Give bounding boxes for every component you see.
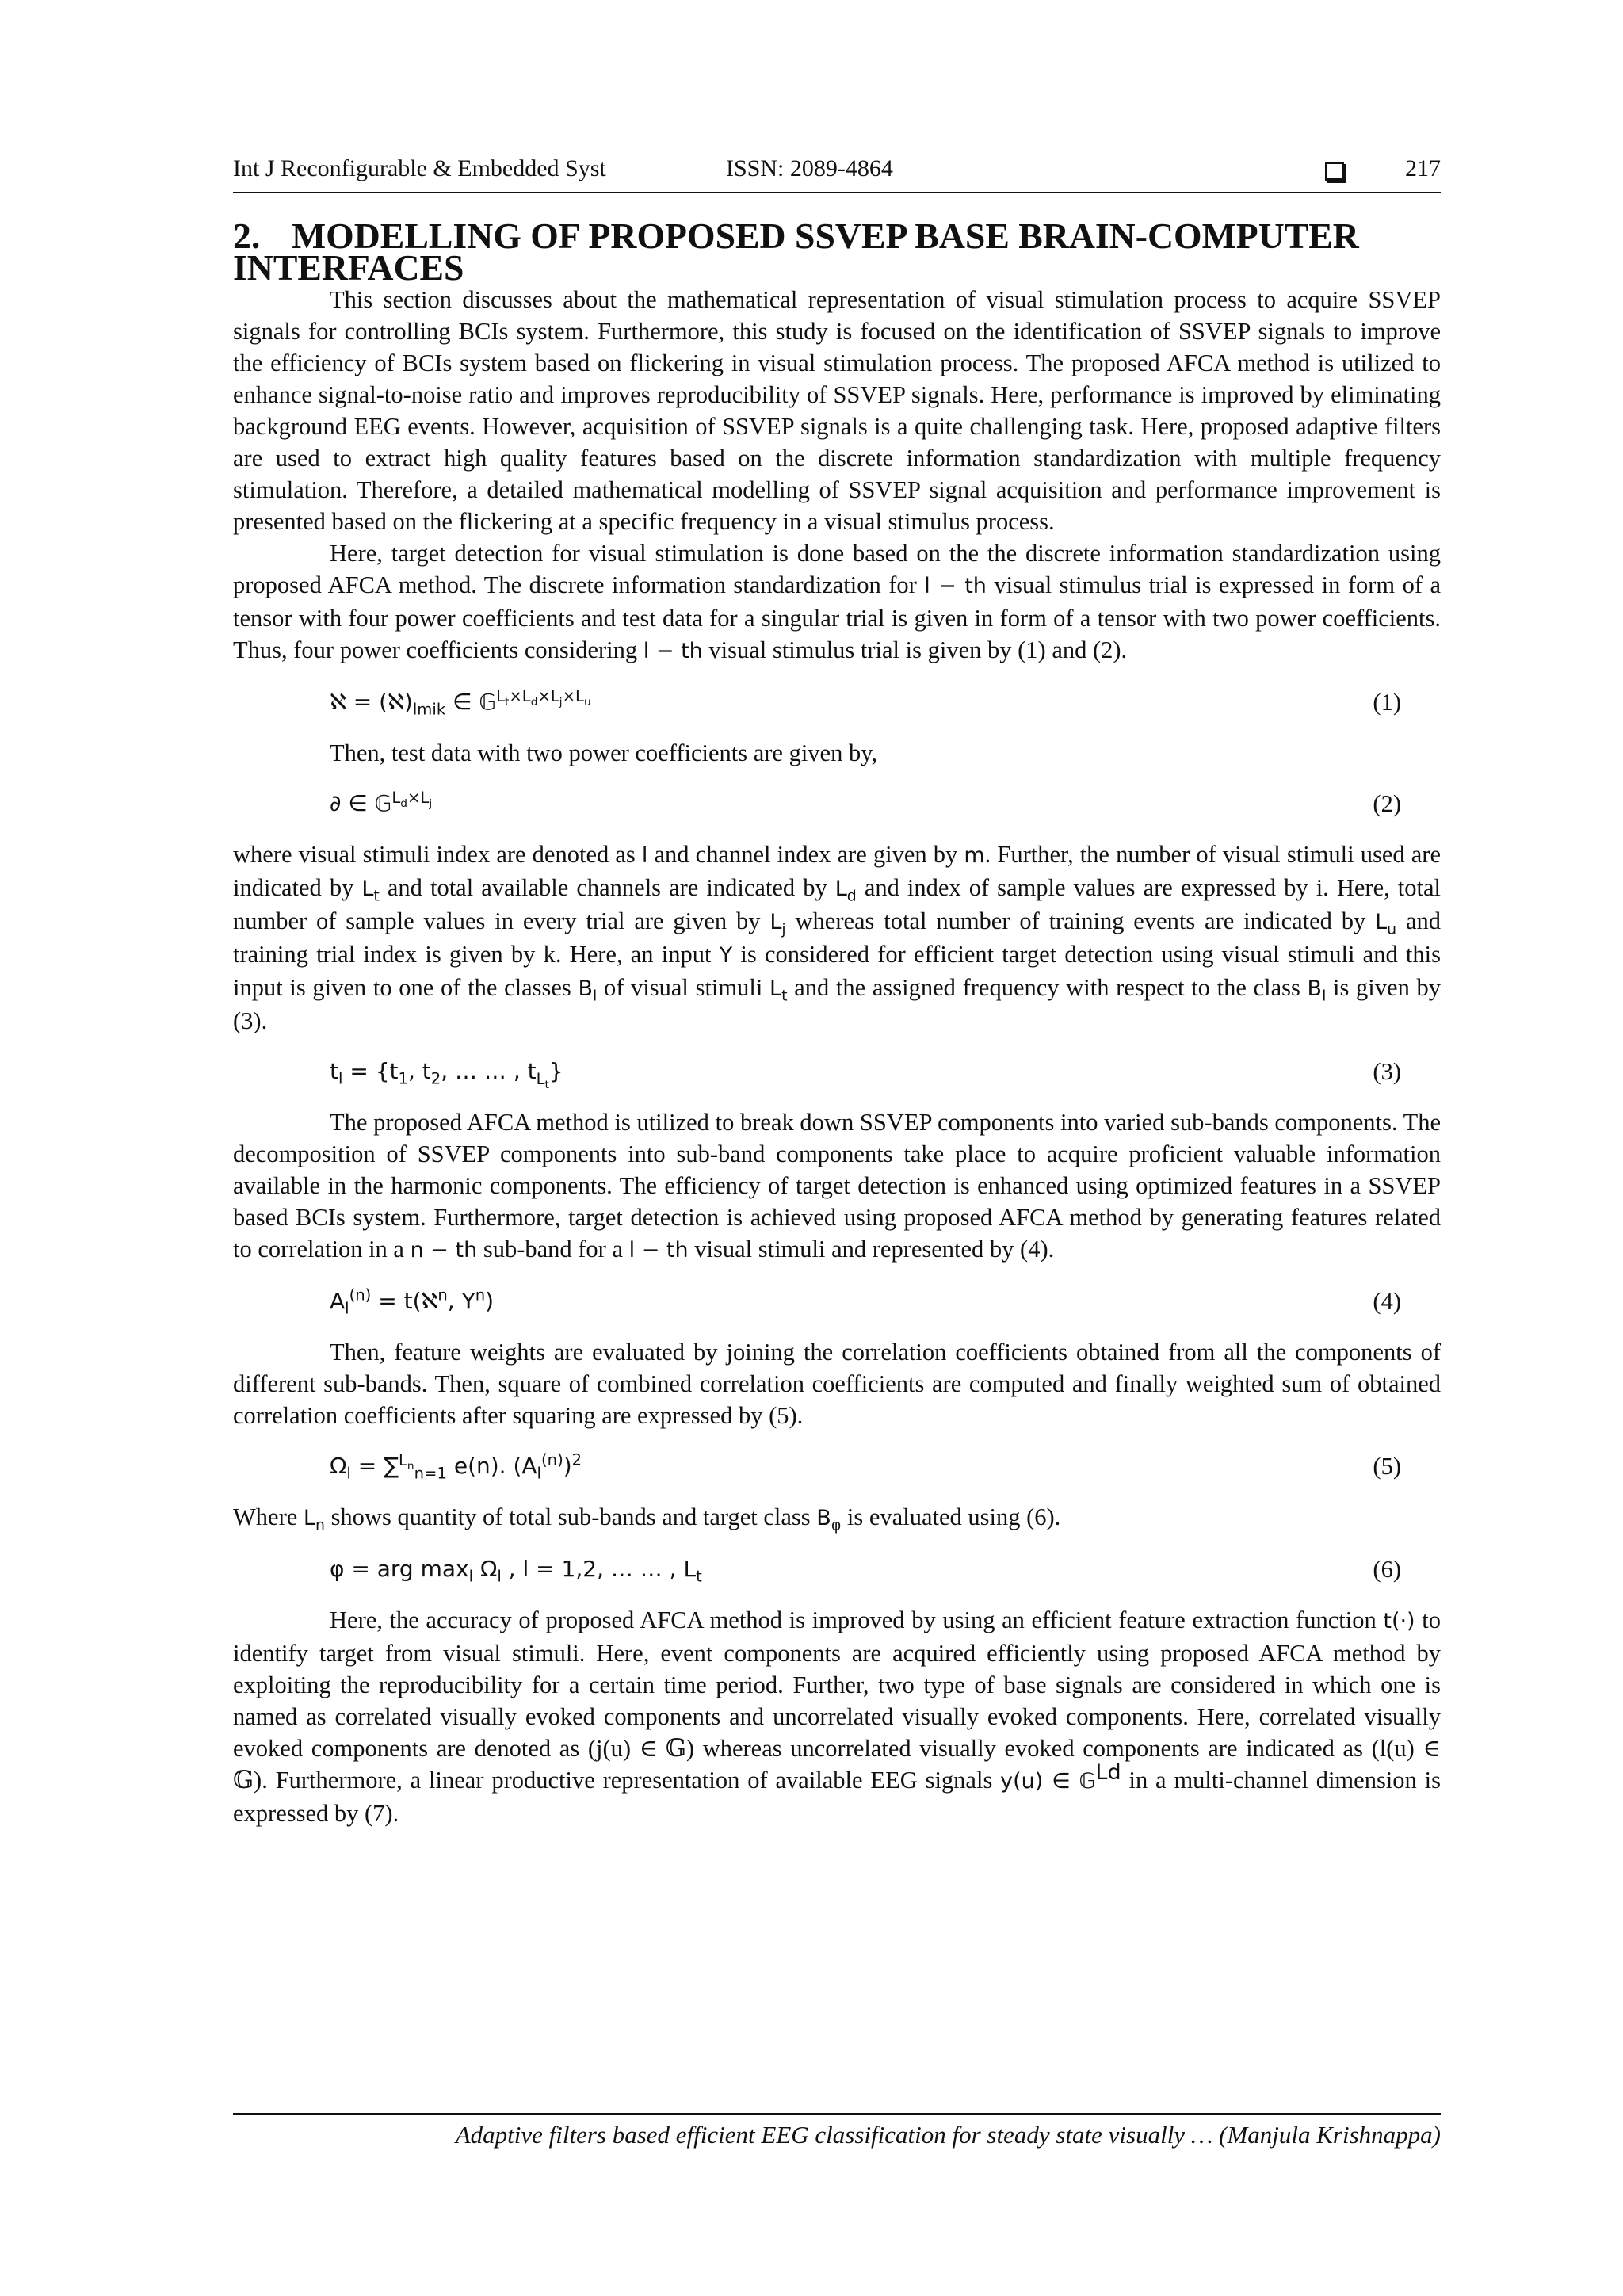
paragraph-accuracy: Here, the accuracy of proposed AFCA method is improved by using an efficient feature extraction function t(·) to identify target from visual stimuli. Here, event components are acquired efficiently using proposed AFCA method by exploiting the reproducibility for a certain time period. Further, two type of base signals are considered in which one is named as correlated visually evoked components and uncorrelated visually evoked components. Here, correlated visually evoked components are denoted as (j(u) ∈ 𝔾) whereas uncorrelated visually evoked components are indicated as (l(u) ∈ 𝔾). Furthermore, a linear productive representation of available EEG signals y(u) ∈ 𝔾$^{Ld}$ in a multi-channel dimension is expressed by (7). [233,1606,1441,1827]
equation-6 [233,1553,1441,1585]
paragraph-feature-weights: Then, feature weights are evaluated by joining the correlation coefficients obtained from all the components of different sub-bands. Then, square of combined correlation coefficients are computed and finally weighted sum of obtained correlation coefficients after squaring are expressed by (5). [233,1339,1441,1429]
equation-5-label: (5) [1373,1453,1401,1480]
equation-3 [233,1056,1441,1091]
equation-4-expression: $A_l^{(n)}$ = t(ℵ$^n$, $Y^n$) [330,1286,495,1318]
equation-2-label: (2) [1373,790,1401,817]
equation-1-label: (1) [1373,689,1401,716]
paragraph-test-data: Then, test data with two power coefficients are given by, [330,739,878,766]
equation-6-expression: φ = arg $\max_l \Omega_l$ , l = 1,2, … … , $L_t$ [330,1556,702,1586]
equation-2-expression: ∂ ∈ 𝔾$^{L_d\times L_j}$ [330,788,433,816]
paragraph-target-detection: Here, target detection for visual stimulation is done based on the the discrete information standardization using proposed AFCA method. The discrete information standardization for l − th visual stimulus trial is expressed in form of a tensor with four power coefficients and test data for a singular trial is given in form of a tensor with two power coefficients. Thus, four power coefficients considering l − th visual stimulus trial is given by (1) and (2). [233,540,1441,663]
checkbox-square-icon [1325,162,1344,181]
equation-4-label: (4) [1373,1288,1401,1315]
equation-5 [233,1450,1441,1482]
equation-6-label: (6) [1373,1556,1401,1583]
page-number: 217 [1405,155,1441,181]
paragraph-afca-decomposition: The proposed AFCA method is utilized to break down SSVEP components into varied sub-bands components. The decomposition of SSVEP components into sub-band components take place to acquire proficient valuable information available in the harmonic components. The efficiency of target detection is enhanced using optimized features in a SSVEP based BCIs system. Furthermore, target detection is achieved using proposed AFCA method by generating features related to correlation in a n − th sub-band for a l − th visual stimuli and represented by (4). [233,1109,1441,1263]
equation-1-expression: ℵ = $(ℵ)_{lmik}$ ∈ 𝔾$^{L_t\times L_d\times L_j\times L_u}$ [330,686,591,719]
equation-3-label: (3) [1373,1058,1401,1085]
equation-2 [233,788,1441,819]
paragraph-subbands: Where $L_n$ shows quantity of total sub-bands and target class $B_\varphi$ is evaluated using (6). [233,1503,1061,1534]
equation-4 [233,1286,1441,1317]
page-header [233,155,1441,193]
equation-3-expression: $t_l = \{t_1$, $t_2$, … … , $t_{L_t}$} [330,1058,563,1091]
equation-5-expression: $\Omega_l = \sum^{L_n}_{n=1}$ e(n). $(A_l^{(n)})^2$ [330,1450,582,1483]
issn: ISSN: 2089-4864 [726,155,893,181]
journal-name: Int J Reconfigurable & Embedded Syst [233,155,606,181]
paragraph-stimuli-index: where visual stimuli index are denoted as l and channel index are given by m. Further, the number of visual stimuli used are indicated by $L_t$ and total available channels are indicated by $L_d$ and index of sample values are expressed by i. Here, total number of sample values in every trial are given by $L_j$ whereas total number of training events are indicated by $L_u$ and training trial index is given by k. Here, an input Y is considered for efficient target detection using visual stimuli and this input is given to one of the classes $B_l$ of visual stimuli $L_t$ and the assigned frequency with respect to the class $B_l$ is given by (3). [233,841,1442,1034]
equation-1 [233,686,1441,718]
section-title: 2. MODELLING OF PROPOSED SSVEP BASE BRAIN-COMPUTER INTERFACES [233,216,1359,288]
page-body [233,216,1442,1829]
page-footer: Adaptive filters based efficient EEG classification for steady state visually … (Manjula Krishnappa) [233,2113,1441,2149]
paragraph-intro: This section discusses about the mathematical representation of visual stimulation process to acquire SSVEP signals for controlling BCIs system. Furthermore, this study is focused on the identification of SSVEP signals to improve the efficiency of BCIs system based on flickering in visual stimulation process. The proposed AFCA method is utilized to enhance signal-to-noise ratio and improves reproducibility of SSVEP signals. Here, performance is improved by eliminating background EEG events. However, acquisition of SSVEP signals is a quite challenging task. Here, proposed adaptive filters are used to extract high quality features based on the discrete information standardization with multiple frequency stimulation. Therefore, a detailed mathematical modelling of SSVEP signal acquisition and performance improvement is presented based on the flickering at a specific frequency in a visual stimulus process. [233,286,1441,535]
